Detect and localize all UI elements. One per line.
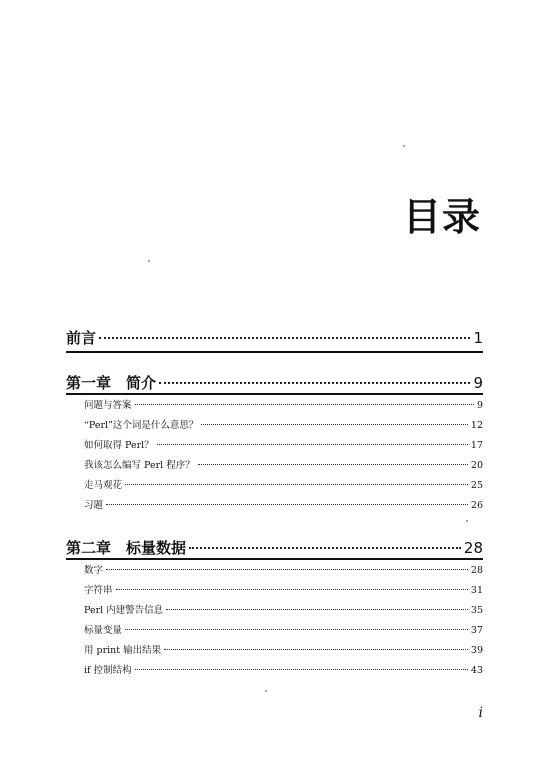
section-divider xyxy=(66,558,483,560)
section-divider xyxy=(66,393,483,395)
toc-entry-section[interactable] xyxy=(84,642,483,656)
toc-entry-label: 我该怎么编写 Perl 程序？ xyxy=(84,460,195,471)
dot-leader xyxy=(164,649,468,650)
toc-entry-section[interactable] xyxy=(84,622,483,636)
page-folio: i xyxy=(478,705,483,721)
section-divider xyxy=(66,351,483,353)
toc-entry-page: 20 xyxy=(470,460,483,471)
toc-entry-label: 走马观花 xyxy=(84,480,123,491)
toc-entry-preface[interactable] xyxy=(66,327,483,348)
scan-speck xyxy=(403,145,405,147)
dot-leader xyxy=(106,569,468,570)
toc-entry-page: 43 xyxy=(470,665,483,676)
toc-entry-page: 9 xyxy=(476,400,483,411)
toc-entry-page: 17 xyxy=(470,440,483,451)
toc-entry-label: 如何取得 Perl？ xyxy=(84,440,154,451)
dot-leader xyxy=(135,404,474,405)
dot-leader xyxy=(189,547,461,549)
toc-entry-label: 第二章 标量数据 xyxy=(66,539,187,557)
toc-entry-section[interactable] xyxy=(84,497,483,511)
toc-entry-label: 第一章 简介 xyxy=(66,374,157,392)
dot-leader xyxy=(106,504,468,505)
toc-entry-label: 标量变量 xyxy=(84,625,123,636)
toc-entry-label: “Perl”这个词是什么意思？ xyxy=(84,420,199,431)
dot-leader xyxy=(125,629,468,630)
dot-leader xyxy=(157,444,468,445)
toc-entry-label: 用 print 输出结果 xyxy=(84,645,162,656)
toc-entry-page: 35 xyxy=(470,605,483,616)
dot-leader xyxy=(135,669,468,670)
dot-leader xyxy=(99,337,470,339)
toc-entry-page: 28 xyxy=(470,565,483,576)
toc-entry-chapter1[interactable] xyxy=(66,372,483,393)
toc-entry-page: 28 xyxy=(463,539,483,557)
toc-entry-section[interactable] xyxy=(84,662,483,676)
toc-entry-section[interactable] xyxy=(84,582,483,596)
dot-leader xyxy=(198,464,468,465)
toc-entry-section[interactable] xyxy=(84,437,483,451)
page-title: 目录 xyxy=(402,195,481,239)
toc-entry-section[interactable] xyxy=(84,562,483,576)
toc-entry-section[interactable] xyxy=(84,602,483,616)
dot-leader xyxy=(159,382,470,384)
toc-entry-page: 31 xyxy=(470,585,483,596)
scan-speck xyxy=(148,260,150,262)
scan-speck xyxy=(466,520,468,522)
toc-entry-label: 数字 xyxy=(84,565,104,576)
toc-entry-label: 习题 xyxy=(84,500,104,511)
toc-entry-page: 9 xyxy=(473,374,483,392)
toc-entry-label: 问题与答案 xyxy=(84,400,132,411)
toc-entry-page: 26 xyxy=(470,500,483,511)
dot-leader xyxy=(166,609,468,610)
toc-entry-page: 37 xyxy=(470,625,483,636)
toc-entry-section[interactable] xyxy=(84,397,483,411)
toc-entry-label: 字符串 xyxy=(84,585,113,596)
toc-entry-page: 1 xyxy=(473,329,483,347)
toc-entry-page: 12 xyxy=(470,420,483,431)
toc-entry-chapter2[interactable] xyxy=(66,537,483,558)
toc-entry-section[interactable] xyxy=(84,477,483,491)
toc-entry-page: 39 xyxy=(470,645,483,656)
dot-leader xyxy=(116,589,468,590)
toc-entry-label: 前言 xyxy=(66,329,97,347)
toc-entry-label: Perl 内建警告信息 xyxy=(84,605,164,616)
toc-entry-section[interactable] xyxy=(84,457,483,471)
toc-entry-page: 25 xyxy=(470,480,483,491)
dot-leader xyxy=(201,424,468,425)
scan-speck xyxy=(265,690,267,692)
dot-leader xyxy=(125,484,468,485)
toc-entry-label: if 控制结构 xyxy=(84,665,132,676)
toc-entry-section[interactable] xyxy=(84,417,483,431)
